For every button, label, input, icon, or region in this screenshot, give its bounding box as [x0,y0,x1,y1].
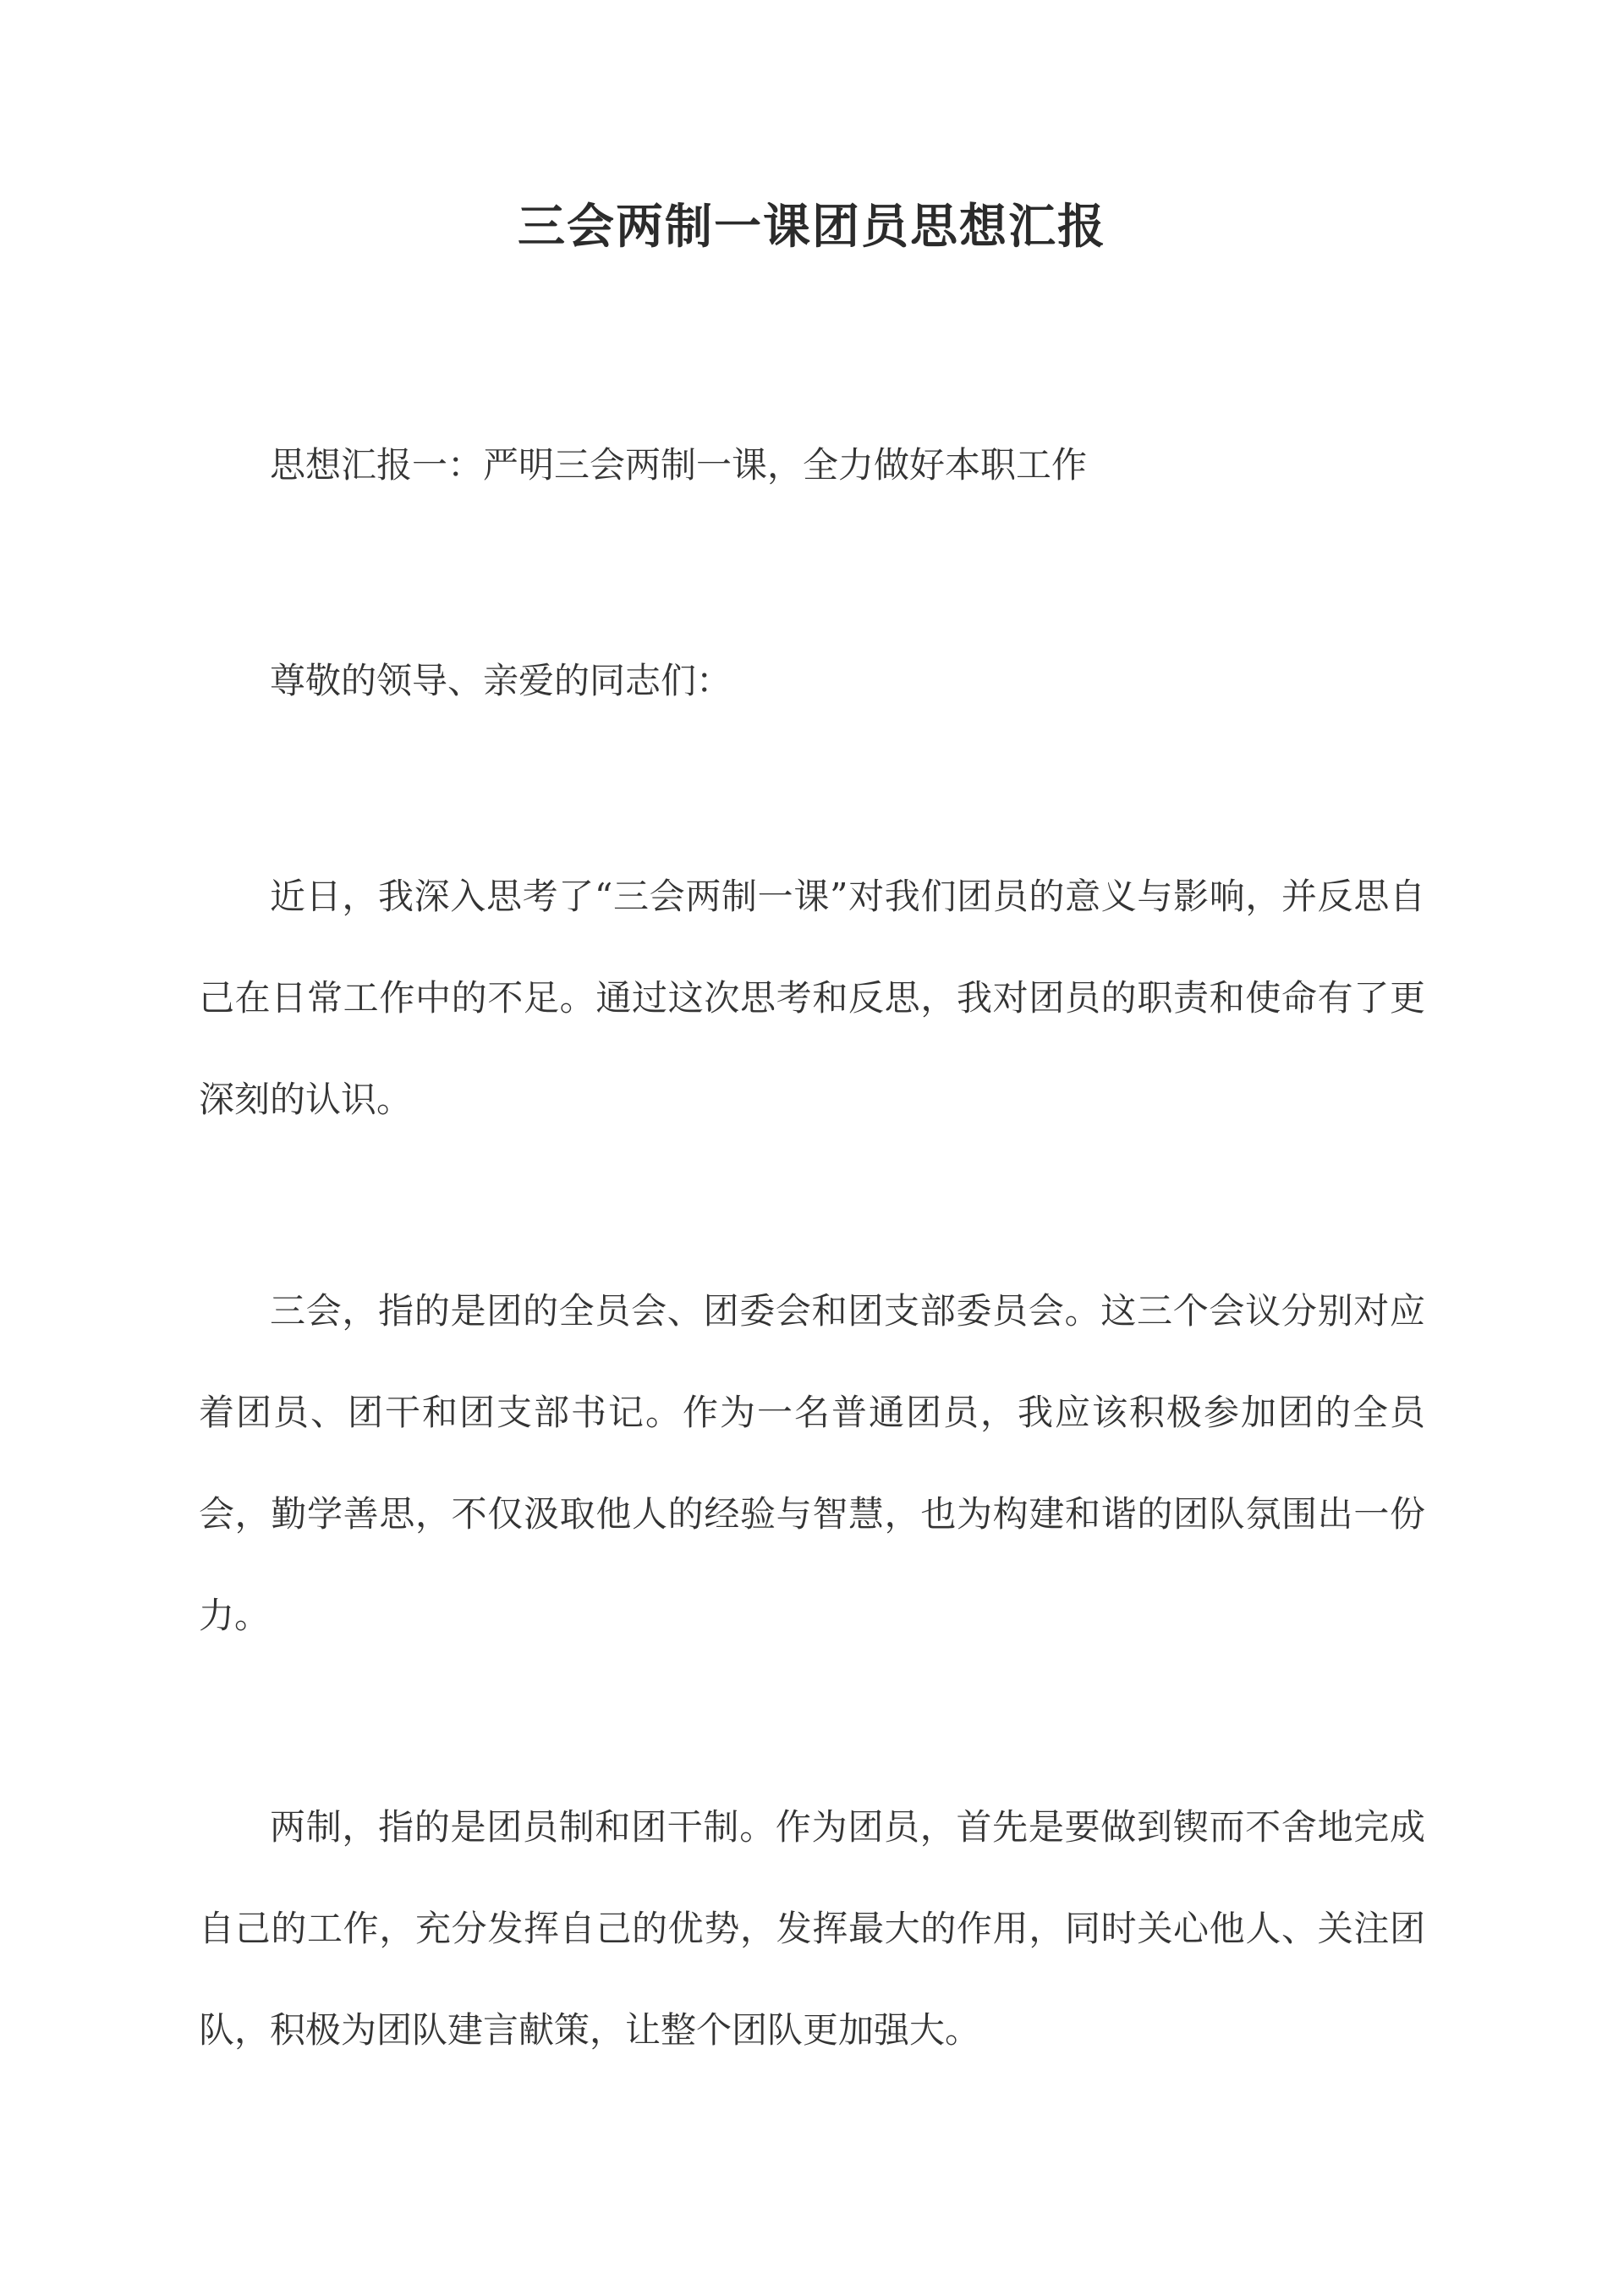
paragraph-1: 近日，我深入思考了“三会两制一课”对我们团员的意义与影响，并反思自己在日常工作中的不足。通过这次思考和反思，我对团员的职责和使命有了更深刻的认识。 [199,876,1425,1120]
paragraph-3: 两制，指的是团员制和团干制。作为团员，首先是要做到锲而不舍地完成自己的工作，充分发挥自己的优势，发挥最大的作用，同时关心他人、关注团队，积极为团队建言献策，让整个团队更加强大。 [199,1806,1425,2051]
report-subtitle: 思想汇报一：严明三会两制一课，全力做好本职工作 [270,444,1088,486]
paragraph-2: 三会，指的是团的全员会、团委会和团支部委员会。这三个会议分别对应着团员、团干和团支部书记。作为一名普通团员，我应该积极参加团的全员会，勤学善思，不仅汲取他人的经验与智慧，也为构建和谐的团队氛围出一份力。 [199,1290,1425,1636]
document-title: 三会两制一课团员思想汇报 [518,199,1106,255]
salutation: 尊敬的领导、亲爱的同志们： [270,660,732,701]
